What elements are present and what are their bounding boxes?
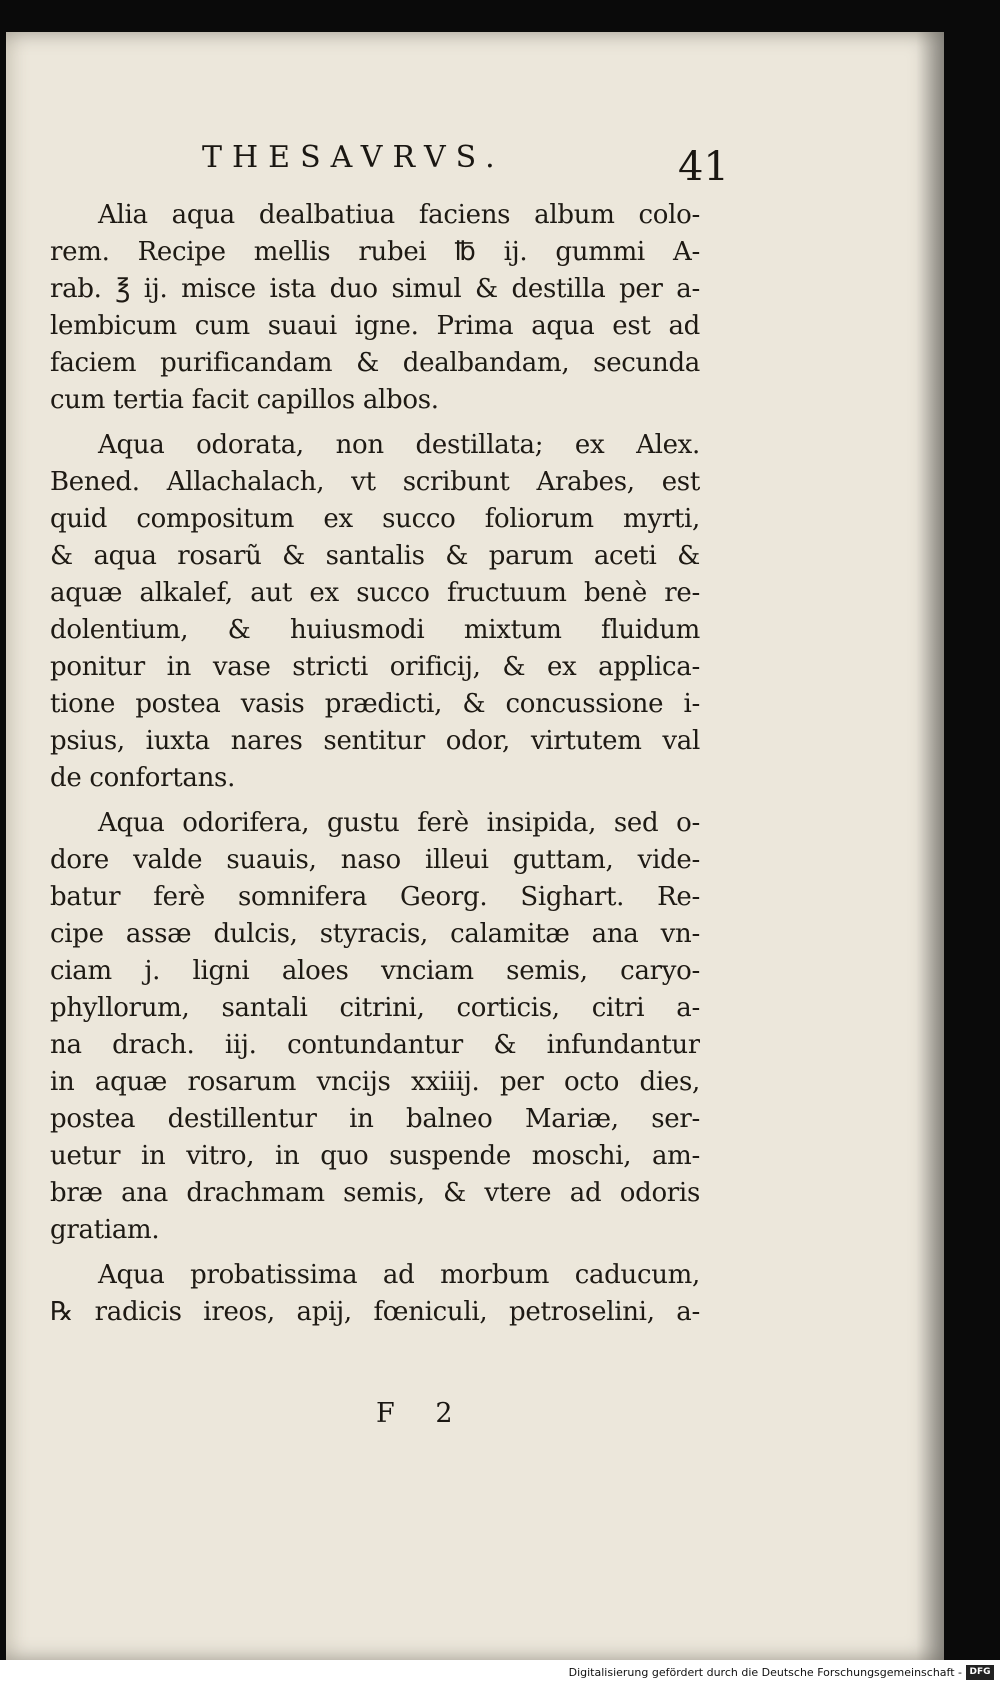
text-line: cipe assæ dulcis, styracis, calamitæ ana vn- bbox=[50, 919, 700, 949]
text-line: ponitur in vase stricti orificij, & ex applica- bbox=[50, 652, 700, 682]
text-line: quid compositum ex succo foliorum myrti, bbox=[50, 504, 700, 534]
text-line: tione postea vasis prædicti, & concussione i- bbox=[50, 689, 700, 719]
text-line: bræ ana drachmam semis, & vtere ad odoris bbox=[50, 1178, 700, 1208]
text-line: psius, iuxta nares sentitur odor, virtutem val bbox=[50, 726, 700, 756]
running-title: THESAVRVS. bbox=[202, 140, 505, 175]
text-line: rem. Recipe mellis rubei ℔ ij. gummi A- bbox=[50, 237, 700, 267]
text-line: cum tertia facit capillos albos. bbox=[50, 385, 439, 415]
text-line: Aqua odorifera, gustu ferè insipida, sed o- bbox=[98, 808, 700, 838]
page-number: 41 bbox=[678, 144, 729, 190]
book-page bbox=[6, 32, 944, 1660]
text-line: na drach. iij. contundantur & infundantur bbox=[50, 1030, 700, 1060]
text-line: uetur in vitro, in quo suspende moschi, am- bbox=[50, 1141, 700, 1171]
text-line: de confortans. bbox=[50, 763, 236, 793]
paragraph bbox=[50, 197, 700, 419]
text-line: & aqua rosarũ & santalis & parum aceti & bbox=[50, 541, 700, 571]
dfg-logo: DFG bbox=[966, 1665, 994, 1680]
footer-credit: Digitalisierung gefördert durch die Deutsche Forschungsgemeinschaft - bbox=[568, 1666, 962, 1679]
text-line: in aquæ rosarum vncijs xxiiij. per octo dies, bbox=[50, 1067, 700, 1097]
text-line: rab. ℥ ij. misce ista duo simul & destilla per a- bbox=[50, 274, 700, 304]
paragraph bbox=[50, 805, 700, 1249]
text-line: ciam j. ligni aloes vnciam semis, caryo- bbox=[50, 956, 700, 986]
text-line: Alia aqua dealbatiua faciens album colo- bbox=[98, 200, 700, 230]
text-line: dolentium, & huiusmodi mixtum fluidum bbox=[50, 615, 700, 645]
body-text bbox=[50, 197, 700, 1331]
text-line: faciem purificandam & dealbandam, secunda bbox=[50, 348, 700, 378]
signature-mark: F 2 bbox=[376, 1398, 469, 1429]
text-line: aquæ alkalef, aut ex succo fructuum benè re- bbox=[50, 578, 700, 608]
paragraph bbox=[50, 1257, 700, 1331]
text-line: lembicum cum suaui igne. Prima aqua est ad bbox=[50, 311, 700, 341]
digitization-footer bbox=[0, 1660, 1000, 1688]
text-line: phyllorum, santali citrini, corticis, citri a- bbox=[50, 993, 700, 1023]
text-line: postea destillentur in balneo Mariæ, ser- bbox=[50, 1104, 700, 1134]
text-line: ℞ radicis ireos, apij, fœniculi, petroselini, a- bbox=[50, 1297, 700, 1327]
paragraph bbox=[50, 427, 700, 797]
text-line: Aqua odorata, non destillata; ex Alex. bbox=[98, 430, 700, 460]
text-line: Bened. Allachalach, vt scribunt Arabes, est bbox=[50, 467, 700, 497]
text-line: Aqua probatissima ad morbum caducum, bbox=[98, 1260, 700, 1290]
text-line: dore valde suauis, naso illeui guttam, vide- bbox=[50, 845, 700, 875]
text-line: gratiam. bbox=[50, 1215, 160, 1245]
text-line: batur ferè somnifera Georg. Sighart. Re- bbox=[50, 882, 700, 912]
